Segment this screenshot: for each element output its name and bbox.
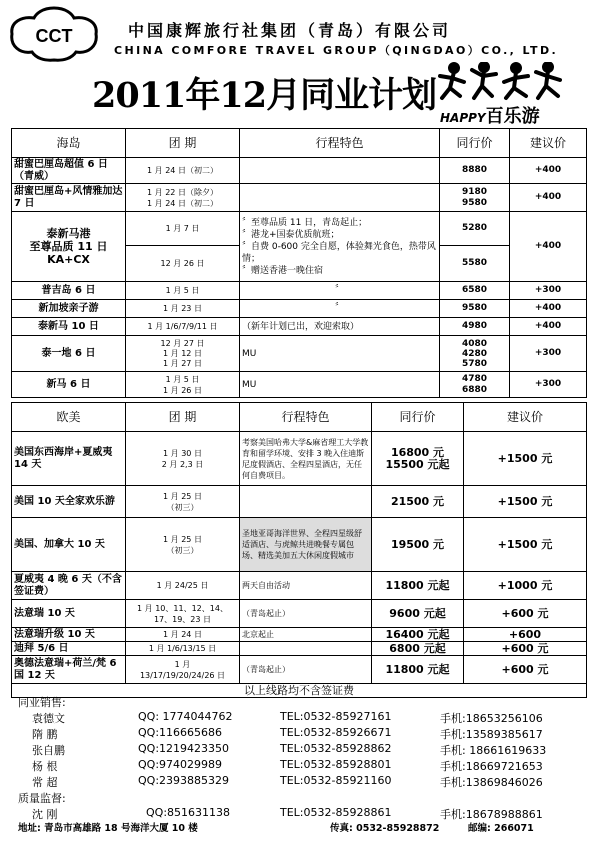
contact-mobile: 手机:13869846026 bbox=[440, 776, 543, 789]
tour-suggest-price: +300 bbox=[510, 336, 587, 372]
table-row bbox=[12, 300, 587, 318]
tour-destination: 夏威夷 4 晚 6 天（不含签证费） bbox=[12, 572, 126, 600]
contact-row bbox=[0, 726, 595, 742]
contact-row bbox=[0, 758, 595, 774]
tour-price: 19500 元 bbox=[372, 518, 464, 572]
tour-suggest-price: +400 bbox=[510, 158, 587, 184]
tour-suggest-price: +1000 元 bbox=[464, 572, 587, 600]
company-name-en: CHINA COMFORE TRAVEL GROUP（QINGDAO）CO., LTD. bbox=[114, 44, 559, 57]
tour-destination: 新加坡亲子游 bbox=[12, 300, 126, 318]
col-header-dates: 团 期 bbox=[126, 403, 240, 432]
tour-destination: 普吉岛 6 日 bbox=[12, 282, 126, 300]
footer-fax: 传真: 0532-85928872 bbox=[330, 823, 440, 834]
tour-features: （新年计划已出，欢迎索取） bbox=[240, 318, 440, 336]
tour-price: 11800 元起 bbox=[372, 656, 464, 684]
contact-mobile: 手机:18669721653 bbox=[440, 760, 543, 773]
tour-features bbox=[240, 212, 440, 282]
tour-features bbox=[240, 158, 440, 184]
tour-destination: 法意瑞升级 10 天 bbox=[12, 628, 126, 642]
west-tours-table bbox=[11, 402, 587, 698]
tour-suggest-price: +1500 元 bbox=[464, 432, 587, 486]
tour-destination: 美国、加拿大 10 天 bbox=[12, 518, 126, 572]
table-row bbox=[12, 486, 587, 518]
tour-dates: 12 月 26 日 bbox=[126, 246, 240, 282]
contact-tel: TEL:0532-85926671 bbox=[280, 726, 392, 739]
tour-dates: 1 月 24 日（初二） bbox=[126, 158, 240, 184]
page-footer bbox=[0, 820, 595, 834]
table-row bbox=[12, 642, 587, 656]
tour-destination: 新马 6 日 bbox=[12, 372, 126, 398]
tour-price: 4980 bbox=[440, 318, 510, 336]
tour-features bbox=[240, 486, 372, 518]
tour-destination: 美国 10 天全家欢乐游 bbox=[12, 486, 126, 518]
feature-line: 〞赠送香港一晚住宿 bbox=[242, 265, 324, 276]
tour-dates: 12 月 27 日 1 月 12 日 1 月 27 日 bbox=[126, 336, 240, 372]
col-header-dates: 团 期 bbox=[126, 129, 240, 158]
contact-qq: QQ:116665686 bbox=[138, 726, 223, 739]
tour-dates: 1 月 1/6/13/15 日 bbox=[126, 642, 240, 656]
tour-suggest-price: +400 bbox=[510, 212, 587, 282]
tour-suggest-price: +400 bbox=[510, 184, 587, 212]
tour-price: 9580 bbox=[440, 300, 510, 318]
tour-features: （青岛起止） bbox=[240, 656, 372, 684]
table-row bbox=[12, 628, 587, 642]
tour-features bbox=[240, 642, 372, 656]
contact-name: 沈 刚 bbox=[32, 808, 58, 821]
table-row bbox=[12, 282, 587, 300]
tour-destination: 甜蜜巴厘岛+风情雅加达 7 日 bbox=[12, 184, 126, 212]
contact-tel: TEL:0532-85928801 bbox=[280, 758, 392, 771]
tour-destination: 美国东西海岸+夏威夷 14 天 bbox=[12, 432, 126, 486]
tour-features: 考察美国哈弗大学&麻省理工大学教育和留学环境、安排 3 晚入住迪斯尼度假酒店、全程四星酒店，无任何自费项目。 bbox=[240, 432, 372, 486]
tour-features: 两天自由活动 bbox=[240, 572, 372, 600]
feature-line: 〞港龙+国泰优质航班； bbox=[242, 229, 340, 240]
tour-price: 8880 bbox=[440, 158, 510, 184]
table-row bbox=[12, 518, 587, 572]
tour-suggest-price: +300 bbox=[510, 372, 587, 398]
page-title: 2011年12月同业计划 bbox=[92, 75, 437, 116]
table-row bbox=[12, 336, 587, 372]
qc-label: 质量监督: bbox=[18, 792, 66, 805]
tour-dates: 1 月 5 日 bbox=[126, 282, 240, 300]
west-table-header bbox=[12, 403, 587, 432]
tour-dates: 1 月 22 日（除夕） 1 月 24 日（初二） bbox=[126, 184, 240, 212]
tour-price: 11800 元起 bbox=[372, 572, 464, 600]
tour-destination: 奥德法意瑞+荷兰/梵 6 国 12 天 bbox=[12, 656, 126, 684]
visa-note: 以上线路均不含签证费 bbox=[12, 684, 587, 698]
tour-suggest-price: +400 bbox=[510, 318, 587, 336]
tour-features: MU bbox=[240, 372, 440, 398]
tour-dates: 1 月 7 日 bbox=[126, 212, 240, 246]
contact-tel: TEL:0532-85928861 bbox=[280, 806, 392, 819]
table-row bbox=[12, 318, 587, 336]
contact-mobile: 手机: 18661619633 bbox=[440, 744, 547, 757]
tour-features: 北京起止 bbox=[240, 628, 372, 642]
tour-suggest-price: +1500 元 bbox=[464, 518, 587, 572]
col-header-price: 同行价 bbox=[440, 129, 510, 158]
tour-price: 6580 bbox=[440, 282, 510, 300]
contact-tel: TEL:0532-85928862 bbox=[280, 742, 392, 755]
page-header bbox=[0, 0, 595, 127]
tour-price: 9180 9580 bbox=[440, 184, 510, 212]
island-tours-table bbox=[11, 128, 587, 398]
logo-text: CCT bbox=[35, 26, 73, 46]
contact-mobile: 手机:18678988861 bbox=[440, 808, 543, 821]
contact-name: 常 超 bbox=[32, 776, 58, 789]
tour-features: 圣地亚哥海洋世界、全程四星级舒适酒店、与虎鲸共进晚餐专属包场、精选美加五大休闲度假城市 bbox=[240, 518, 372, 572]
tour-dates: 1 月 24 日 bbox=[126, 628, 240, 642]
tour-dates: 1 月 30 日 2 月 2,3 日 bbox=[126, 432, 240, 486]
tour-price: 5280 bbox=[440, 212, 510, 246]
tour-dates: 1 月 25 日 （初三） bbox=[126, 486, 240, 518]
feature-line: 〞自费 0-600 完全自愿，体验舞光食色，热带风情； bbox=[242, 241, 436, 264]
tour-dates: 1 月 24/25 日 bbox=[126, 572, 240, 600]
contact-row bbox=[0, 774, 595, 790]
contact-name: 杨 根 bbox=[32, 760, 58, 773]
tour-dates: 1 月 5 日 1 月 26 日 bbox=[126, 372, 240, 398]
col-header-features: 行程特色 bbox=[240, 403, 372, 432]
company-name-cn: 中国康辉旅行社集团（青岛）有限公司 bbox=[128, 21, 452, 40]
tour-price: 16400 元起 bbox=[372, 628, 464, 642]
col-header-dest: 欧美 bbox=[12, 403, 126, 432]
contact-tel: TEL:0532-85927161 bbox=[280, 710, 392, 723]
footer-address: 地址: 青岛市高雄路 18 号海洋大厦 10 楼 bbox=[18, 823, 198, 834]
tour-destination: 泰一地 6 日 bbox=[12, 336, 126, 372]
table-row bbox=[12, 158, 587, 184]
contact-row bbox=[0, 742, 595, 758]
contact-qq: QQ:974029989 bbox=[138, 758, 223, 771]
contact-name: 袁德文 bbox=[32, 712, 65, 725]
tour-destination: 法意瑞 10 天 bbox=[12, 600, 126, 628]
tour-dates: 1 月 25 日 （初三） bbox=[126, 518, 240, 572]
col-header-suggest: 建议价 bbox=[464, 403, 587, 432]
table-row bbox=[12, 212, 587, 246]
feature-line: 〞至尊品质 11 日，青岛起止； bbox=[242, 217, 368, 228]
contact-name: 张自鹏 bbox=[32, 744, 65, 757]
tour-price: 21500 元 bbox=[372, 486, 464, 518]
island-table-header bbox=[12, 129, 587, 158]
tour-destination: 迪拜 5/6 日 bbox=[12, 642, 126, 656]
contact-qq: QQ: 1774044762 bbox=[138, 710, 233, 723]
contact-row bbox=[0, 710, 595, 726]
tour-suggest-price: +400 bbox=[510, 300, 587, 318]
tour-dates: 1 月 23 日 bbox=[126, 300, 240, 318]
table-row bbox=[12, 572, 587, 600]
table-row bbox=[12, 432, 587, 486]
tour-suggest-price: +600 元 bbox=[464, 600, 587, 628]
tour-features: （青岛起止） bbox=[240, 600, 372, 628]
table-row bbox=[12, 184, 587, 212]
col-header-features: 行程特色 bbox=[240, 129, 440, 158]
tour-features: MU bbox=[240, 336, 440, 372]
tour-destination: 泰新马 10 日 bbox=[12, 318, 126, 336]
tour-destination: 甜蜜巴厘岛超值 6 日（青威） bbox=[12, 158, 126, 184]
table-row bbox=[12, 600, 587, 628]
contact-mobile: 手机:18653256106 bbox=[440, 712, 543, 725]
cct-logo-icon bbox=[8, 6, 100, 62]
tour-price: 6800 元起 bbox=[372, 642, 464, 656]
contact-name: 隋 鹏 bbox=[32, 728, 58, 741]
tour-price: 4780 6880 bbox=[440, 372, 510, 398]
tour-dates: 1 月 1/6/7/9/11 日 bbox=[126, 318, 240, 336]
tour-suggest-price: +600 元 bbox=[464, 642, 587, 656]
contact-qq: QQ:2393885329 bbox=[138, 774, 230, 787]
tour-suggest-price: +600 bbox=[464, 628, 587, 642]
tour-suggest-price: +300 bbox=[510, 282, 587, 300]
tour-suggest-price: +1500 元 bbox=[464, 486, 587, 518]
tour-features: 〞 bbox=[240, 300, 440, 318]
table-row bbox=[12, 656, 587, 684]
tour-features: 〞 bbox=[240, 282, 440, 300]
tour-features bbox=[240, 184, 440, 212]
sales-label: 同业销售: bbox=[18, 696, 66, 709]
brand-logo-text: HAPPY百乐游 bbox=[440, 106, 540, 127]
col-header-price: 同行价 bbox=[372, 403, 464, 432]
tour-price: 9600 元起 bbox=[372, 600, 464, 628]
contact-mobile: 手机:13589385617 bbox=[440, 728, 543, 741]
tour-price: 4080 4280 5780 bbox=[440, 336, 510, 372]
tour-dates: 1 月 13/17/19/20/24/26 日 bbox=[126, 656, 240, 684]
col-header-dest: 海岛 bbox=[12, 129, 126, 158]
tour-dates: 1 月 10、11、12、14、17、19、23 日 bbox=[126, 600, 240, 628]
footer-zip: 邮编: 266071 bbox=[468, 823, 534, 834]
tour-price: 16800 元 15500 元起 bbox=[372, 432, 464, 486]
table-row bbox=[12, 372, 587, 398]
contact-tel: TEL:0532-85921160 bbox=[280, 774, 392, 787]
col-header-suggest: 建议价 bbox=[510, 129, 587, 158]
contact-qq: QQ:851631138 bbox=[146, 806, 231, 819]
tour-suggest-price: +600 元 bbox=[464, 656, 587, 684]
tour-destination: 泰新马港 至尊品质 11 日 KA+CX bbox=[12, 212, 126, 282]
contact-qq: QQ:1219423350 bbox=[138, 742, 230, 755]
tour-price: 5580 bbox=[440, 246, 510, 282]
